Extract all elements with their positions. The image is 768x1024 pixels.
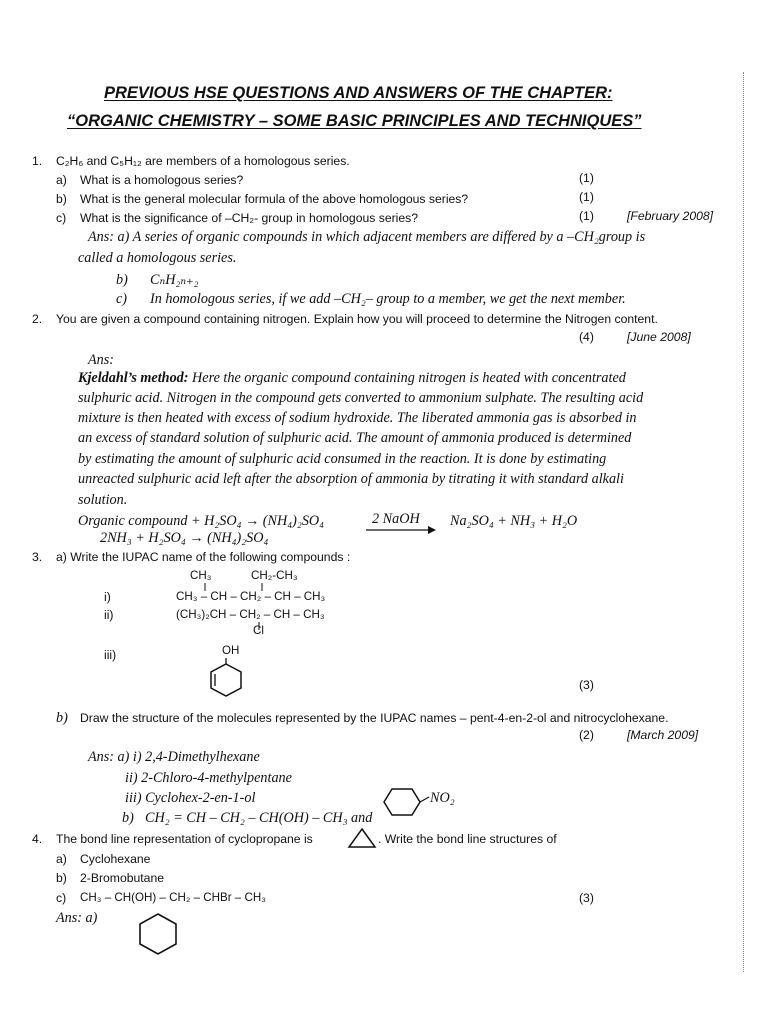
q1-answer-c-label: c) — [116, 291, 128, 307]
q1-number: 1. — [32, 154, 43, 168]
q2-equation-1-right: Na₂SO₄ + NH₃ + H₂O — [450, 513, 578, 529]
q3i-main-chain: CH₃ – CH – CH₂ – CH – CH₃ — [176, 590, 326, 603]
q3ii-branch-bond — [0, 0, 1, 1]
q4c-text: CH₃ – CH(OH) – CH₂ – CHBr – CH₃ — [80, 891, 266, 904]
q2-answer-line-1-text: Here the organic compound containing nitrogen is heated with concentrated — [192, 370, 626, 386]
q2-number: 2. — [32, 312, 43, 326]
q4b-text: 2-Bromobutane — [80, 871, 165, 885]
cyclohexenol-ring-icon — [209, 658, 243, 696]
q3i-label: i) — [104, 590, 111, 604]
q1a-text: What is a homologous series? — [80, 173, 244, 187]
q3i-branch-ch3: CH₃ — [190, 569, 212, 582]
q2-answer-line-2: sulphuric acid. Nitrogen in the compound gets converted to ammonium sulphate. The resulting acid — [78, 390, 644, 406]
q2-answer-line-7: solution. — [78, 492, 128, 508]
q3a-marks: (3) — [579, 678, 594, 692]
q3a-text: a) Write the IUPAC name of the following compounds : — [56, 550, 351, 564]
q2-answer-line-1 — [78, 370, 626, 387]
cyclohexane-ring-icon — [136, 912, 180, 956]
q3b-marks: (2) — [579, 728, 594, 742]
q4a-text: Cyclohexane — [80, 852, 151, 866]
reaction-arrow-icon — [366, 525, 436, 535]
q2-marks: (4) — [579, 330, 594, 344]
q2-source: [June 2008] — [627, 330, 691, 344]
q1-source: [February 2008] — [627, 209, 714, 223]
q1-answer-c: In homologous series, if we add –CH₂– group to a member, we get the next member. — [150, 291, 626, 307]
q1b-label: b) — [56, 192, 67, 206]
q4-answer-label: Ans: a) — [56, 910, 98, 926]
q1-stem: C₂H₆ and C₅H₁₂ are members of a homologous series. — [56, 154, 350, 168]
q3ii-label: ii) — [104, 608, 114, 622]
q4b-label: b) — [56, 871, 67, 885]
q1c-label: c) — [56, 211, 67, 225]
q3iii-label: iii) — [104, 648, 117, 662]
q4-number: 4. — [32, 832, 43, 846]
q3i-branch-ethyl: CH₂-CH₃ — [251, 569, 298, 582]
cyclopropane-triangle-icon — [348, 828, 376, 848]
nitrocyclohexane-ring-icon — [380, 786, 430, 820]
q2-answer-line-3: mixture is then heated with excess of sodium hydroxide. The liberated ammonia gas is absorbed in — [78, 410, 637, 426]
q3-answer-a-iii: iii) Cyclohex-2-en-1-ol — [125, 790, 256, 806]
q1-answer-a-line1: Ans: a) A series of organic compounds in which adjacent members are differed by a –CH₂group is — [88, 229, 646, 245]
q4c-marks: (3) — [579, 891, 594, 905]
q3-answer-no2: NO₂ — [430, 790, 455, 806]
q2-text: You are given a compound containing nitrogen. Explain how you will proceed to determine the Nitrogen content. — [56, 312, 658, 326]
q2-equation-1-reagent: 2 NaOH — [372, 511, 420, 527]
q2-equation-2: 2NH₃ + H₂SO₄ → (NH₄)₂SO₄ — [100, 530, 269, 546]
title-line-1: PREVIOUS HSE QUESTIONS AND ANSWERS OF THE CHAPTER: — [104, 84, 613, 102]
q1c-text: What is the significance of –CH₂- group in homologous series? — [80, 211, 419, 225]
page-edge-line — [743, 72, 744, 972]
title-line-2: “ORGANIC CHEMISTRY – SOME BASIC PRINCIPLES AND TECHNIQUES” — [67, 112, 642, 130]
q3-answer-a-i: Ans: a) i) 2,4-Dimethylhexane — [88, 749, 260, 765]
q1b-marks: (1) — [579, 190, 594, 204]
q3ii-main-chain: (CH₃)₂CH – CH₂ – CH – CH₃ — [176, 608, 325, 621]
q4-text-after: . Write the bond line structures of — [378, 832, 557, 846]
q3-answer-b: CH₂ = CH – CH₂ – CH(OH) – CH₃ and — [145, 810, 373, 826]
q2-answer-line-6: unreacted sulphuric acid left after the absorption of ammonia by titrating it with standard alkali — [78, 471, 624, 487]
q1c-marks: (1) — [579, 209, 594, 223]
q3b-label: b) — [56, 710, 68, 726]
q3-source: [March 2009] — [627, 728, 699, 742]
q1-answer-a-line2: called a homologous series. — [78, 250, 237, 266]
q1a-marks: (1) — [579, 171, 594, 185]
q3b-text: Draw the structure of the molecules represented by the IUPAC names – pent-4-en-2-ol and nitrocyclohexane. — [80, 711, 669, 725]
q3ii-branch-cl: Cl — [253, 624, 264, 637]
q3-number: 3. — [32, 550, 43, 564]
q1a-label: a) — [56, 173, 67, 187]
q2-answer-line-4: an excess of standard solution of sulphuric acid. The amount of ammonia produced is determined — [78, 430, 632, 446]
kjeldahl-method-label: Kjeldahl’s method: — [78, 370, 189, 386]
q3iii-oh: OH — [222, 644, 240, 657]
q2-answer-label: Ans: — [88, 352, 115, 368]
q3-answer-b-label: b) — [122, 810, 134, 826]
q2-equation-1-left: Organic compound + H₂SO₄ → (NH₄)₂SO₄ — [78, 513, 325, 529]
q2-answer-line-5: by estimating the amount of sulphuric acid consumed in the reaction. It is done by estimating — [78, 451, 607, 467]
q4c-label: c) — [56, 891, 67, 905]
q1b-text: What is the general molecular formula of the above homologous series? — [80, 192, 469, 206]
q1-answer-b: CₙH₂ₙ₊₂ — [150, 272, 199, 288]
q1-answer-b-label: b) — [116, 272, 128, 288]
q4a-label: a) — [56, 852, 67, 866]
q4-text-before: The bond line representation of cyclopropane is — [56, 832, 313, 846]
q3-answer-a-ii: ii) 2-Chloro-4-methylpentane — [125, 770, 292, 786]
